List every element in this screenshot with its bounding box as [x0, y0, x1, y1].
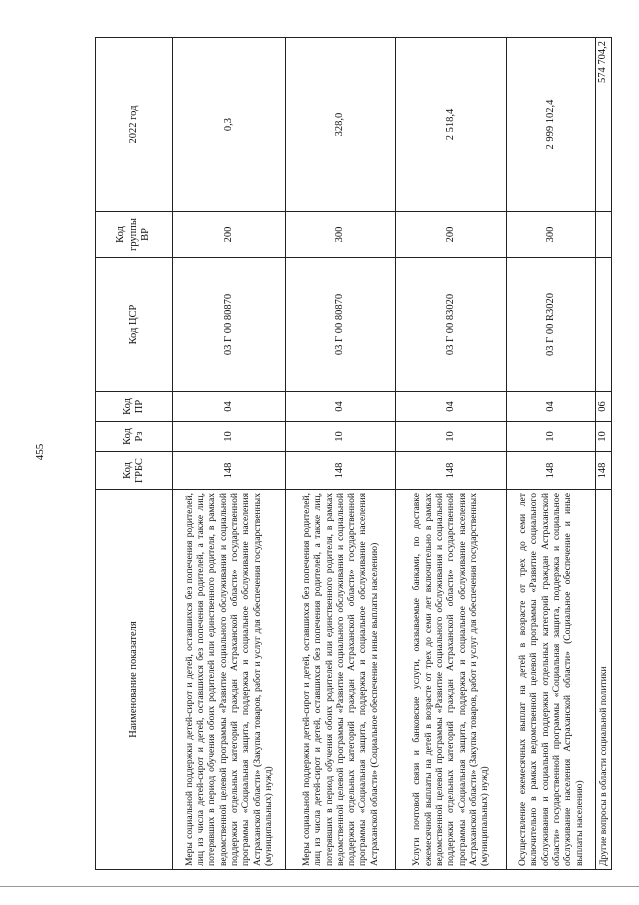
row-pr: 04: [286, 392, 396, 422]
row-pr: 04: [173, 392, 286, 422]
row-csr: 03 Г 00 83020: [396, 258, 507, 392]
page-number: 455: [34, 443, 46, 461]
row-csr: 03 Г 00 R3020: [507, 258, 596, 392]
row-value: 574 704,2: [596, 38, 612, 212]
table-row: [286, 38, 396, 870]
row-csr: 03 Г 00 80870: [286, 258, 396, 392]
table-row: [396, 38, 507, 870]
row-rz: 10: [596, 422, 612, 452]
table-row: [507, 38, 596, 870]
row-rz: 10: [507, 422, 596, 452]
header-pr: Код ПР: [96, 392, 173, 422]
row-name: Другие вопросы в области социальной политики: [596, 490, 612, 870]
row-grbs: 148: [286, 452, 396, 490]
table-row: [596, 38, 612, 870]
header-year: 2022 год: [96, 38, 173, 212]
row-vr: [596, 212, 612, 258]
row-value: 328,0: [286, 38, 396, 212]
scan-edge-line: [0, 886, 639, 887]
header-name: Наименование показателя: [96, 490, 173, 870]
row-vr: 200: [396, 212, 507, 258]
row-name: Услуги почтовой связи и банковские услуги, оказываемые банками, по доставке ежемесячной выплаты на детей в возрасте от трех до семи лет включительно в рамках ведомственной целевой программы «Развитие социального обслуживания и социальной поддержки отдельных категорий граждан Астраханской области» государственной программы «Социальная защита, поддержка и социальное обслуживание населения Астраханской области» (Закупка товаров, работ и услуг для обеспечения государственных (муниципальных) нужд): [396, 490, 507, 870]
row-csr: 03 Г 00 80870: [173, 258, 286, 392]
row-rz: 10: [396, 422, 507, 452]
row-grbs: 148: [396, 452, 507, 490]
row-pr: 06: [596, 392, 612, 422]
row-grbs: 148: [173, 452, 286, 490]
row-rz: 10: [286, 422, 396, 452]
row-vr: 200: [173, 212, 286, 258]
header-vr: Код группы ВР: [96, 212, 173, 258]
row-value: 2 518,4: [396, 38, 507, 212]
row-value: 0,3: [173, 38, 286, 212]
row-name: Осуществление ежемесячных выплат на детей в возрасте от трех до семи лет включительно в рамках ведомственной целевой программы «Развитие социального обслуживания и социальной поддержки отдельных категорий граждан Астраханской области» государственной программы «Социальная защита, поддержка и социальное обслуживание населения Астраханской области» (Социальное обеспечение и иные выплаты населению): [507, 490, 596, 870]
row-pr: 04: [396, 392, 507, 422]
row-vr: 300: [286, 212, 396, 258]
row-vr: 300: [507, 212, 596, 258]
rotated-table-wrapper: [95, 38, 609, 870]
row-csr: [596, 258, 612, 392]
row-grbs: 148: [596, 452, 612, 490]
header-grbs: Код ГРБС: [96, 452, 173, 490]
header-rz: Код Рз: [96, 422, 173, 452]
row-grbs: 148: [507, 452, 596, 490]
row-name: Меры социальной поддержки детей-сирот и детей, оставшихся без попечения родителей, лиц из числа детей-сирот и детей, оставшихся без попечения родителей, а также лиц, потерявших в период обучения обоих родителей или единственного родителя, в рамках ведомственной целевой программы «Развитие социального обслуживания и социальной поддержки отдельных категорий граждан Астраханской области» государственной программы «Социальная защита, поддержка и социальное обслуживание населения Астраханской области» (Закупка товаров, работ и услуг для обеспечения государственных (муниципальных) нужд): [173, 490, 286, 870]
table-row: [173, 38, 286, 870]
header-csr: Код ЦСР: [96, 258, 173, 392]
row-rz: 10: [173, 422, 286, 452]
row-pr: 04: [507, 392, 596, 422]
row-name: Меры социальной поддержки детей-сирот и детей, оставшихся без попечения родителей, лиц из числа детей-сирот и детей, оставшихся без попечения родителей, а также лиц, потерявших в период обучения обоих родителей или единственного родителя, в рамках ведомственной целевой программы «Развитие социального обслуживания и социальной поддержки отдельных категорий граждан Астраханской области» государственной программы «Социальная защита, поддержка и социальное обслуживание населения Астраханской области» (Социальное обеспечение и иные выплаты населению): [286, 490, 396, 870]
budget-table: [95, 37, 612, 870]
row-value: 2 999 102,4: [507, 38, 596, 212]
table-header-row: [96, 38, 173, 870]
